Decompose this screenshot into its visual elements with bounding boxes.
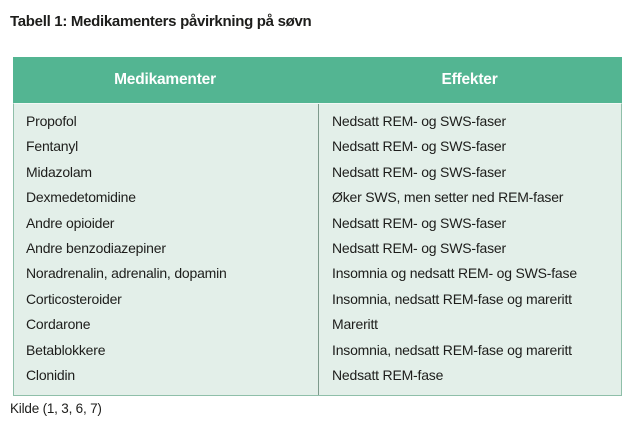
cell-medication: Noradrenalin, adrenalin, dopamin (26, 265, 227, 282)
table-title: Tabell 1: Medikamenters påvirkning på søvn (10, 13, 312, 30)
medication-sleep-table (13, 57, 622, 396)
cell-effect: Nedsatt REM- og SWS-faser (332, 113, 506, 129)
cell-effect: Nedsatt REM- og SWS-faser (332, 163, 506, 180)
header-cell-medikamenter: Medikamenter (114, 71, 216, 88)
cell-effect: Insomnia og nedsatt REM- og SWS-fase (332, 265, 577, 282)
cell-medication: Midazolam (26, 163, 92, 180)
cell-effect: Øker SWS, men setter ned REM-faser (332, 189, 564, 206)
cell-medication: Andre opioider (26, 214, 115, 231)
cell-effect: Nedsatt REM- og SWS-faser (332, 214, 506, 231)
table-header-row (13, 57, 622, 103)
source-note: Kilde (1, 3, 6, 7) (10, 401, 102, 416)
cell-effect: Insomnia, nedsatt REM-fase og mareritt (332, 341, 572, 358)
header-cell-effekter: Effekter (441, 71, 498, 88)
column-divider (318, 104, 319, 395)
cell-medication: Fentanyl (26, 138, 79, 155)
cell-medication: Betablokkere (26, 341, 106, 358)
cell-medication: Clonidin (26, 367, 75, 384)
cell-medication: Andre benzodiazepiner (26, 240, 166, 257)
cell-effect: Mareritt (332, 316, 378, 333)
cell-effect: Nedsatt REM- og SWS-faser (332, 138, 506, 155)
table-body (13, 103, 622, 396)
cell-medication: Corticosteroider (26, 290, 122, 307)
cell-effect: Insomnia, nedsatt REM-fase og mareritt (332, 290, 572, 307)
cell-medication: Cordarone (26, 316, 91, 333)
cell-effect: Nedsatt REM- og SWS-faser (332, 240, 506, 257)
cell-medication: Propofol (26, 113, 77, 129)
cell-effect: Nedsatt REM-fase (332, 367, 444, 384)
cell-medication: Dexmedetomidine (26, 189, 136, 206)
